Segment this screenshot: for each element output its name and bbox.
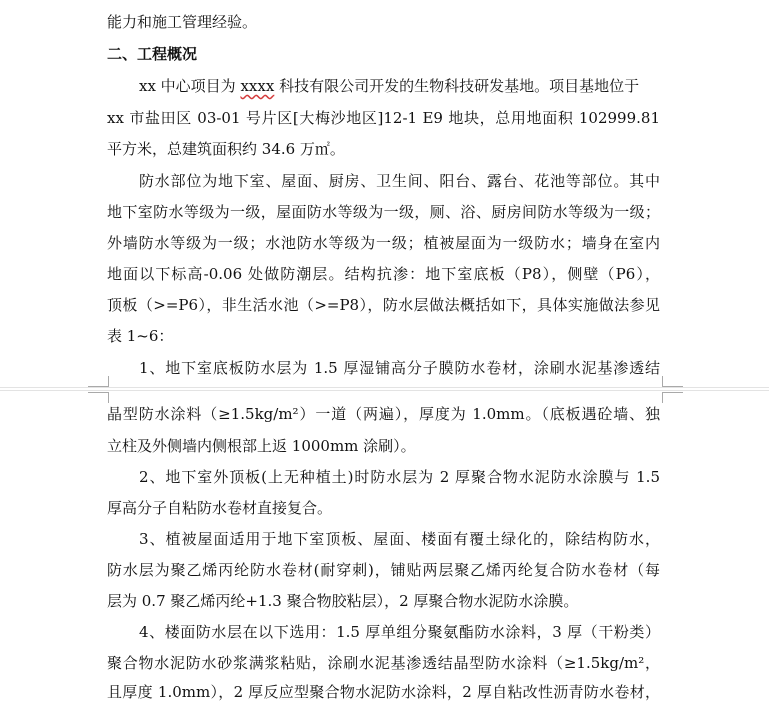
text-line: 外墙防水等级为一级；水池防水等级为一级；植被屋面为一级防水；墙身在室内 xyxy=(107,234,660,252)
text-line: 地面以下标高-0.06 处做防潮层。结构抗渗：地下室底板（P8），侧壁（P6）， xyxy=(107,265,660,283)
margin-corner-mark xyxy=(662,376,683,387)
text-line: 4、楼面防水层在以下选用：1.5 厚单组分聚氨酯防水涂料，3 厚（干粉类） xyxy=(139,623,660,641)
text-line: 立柱及外侧墙内侧根部上返 1000mm 涂刷）。 xyxy=(107,437,416,455)
text-line: 聚合物水泥防水砂浆满浆粘贴，涂刷水泥基渗透结晶型防水涂料（≥1.5kg/m²， xyxy=(107,654,660,672)
text-line-partial: 且厚度 1.0mm），2 厚反应型聚合物水泥防水涂料，2 厚自粘改性沥青防水卷材， xyxy=(107,683,660,701)
text-line: 防水层为聚乙烯丙纶防水卷材(耐穿刺)，铺贴两层聚乙烯丙纶复合防水卷材（每 xyxy=(107,561,660,579)
text-line: xx 市盐田区 03-01 号片区[大梅沙地区]12-1 E9 地块，总用地面积 102999.81 xyxy=(107,109,660,127)
text-line: 3、植被屋面适用于地下室顶板、屋面、楼面有覆土绿化的，除结构防水， xyxy=(139,530,660,548)
text-span: xx 中心项目为 xyxy=(139,77,241,95)
text-line: 能力和施工管理经验。 xyxy=(107,13,258,31)
text-line: 晶型防水涂料（≥1.5kg/m²）一道（两遍），厚度为 1.0mm。（底板遇砼墙、独 xyxy=(107,405,660,423)
text-line: 层为 0.7 聚乙烯丙纶+1.3 聚合物胶粘层），2 厚聚合物水泥防水涂膜。 xyxy=(107,592,579,610)
margin-corner-mark xyxy=(88,392,109,403)
margin-corner-mark xyxy=(662,392,683,403)
text-line: 表 1~6： xyxy=(107,327,174,345)
text-span: 科技有限公司开发的生物科技研发基地。项目基地位于 xyxy=(274,77,640,95)
spellcheck-underlined-word[interactable]: xxxx xyxy=(240,77,275,95)
text-line: 厚高分子自粘防水卷材直接复合。 xyxy=(107,499,333,517)
margin-corner-mark xyxy=(88,376,109,387)
text-line: 2、地下室外顶板(上无种植土)时防水层为 2 厚聚合物水泥防水涂膜与 1.5 xyxy=(139,468,660,486)
text-line xyxy=(139,76,660,96)
text-line: 顶板（>=P6），非生活水池（>=P8），防水层做法概括如下，具体实施做法参见 xyxy=(107,296,660,314)
text-line: 防水部位为地下室、屋面、厨房、卫生间、阳台、露台、花池等部位。其中 xyxy=(139,172,660,190)
text-line: 1、地下室底板防水层为 1.5 厚湿铺高分子膜防水卷材，涂刷水泥基渗透结 xyxy=(139,359,660,377)
text-line: 地下室防水等级为一级，屋面防水等级为一级，厕、浴、厨房间防水等级为一级； xyxy=(107,203,660,221)
page-break xyxy=(0,387,769,391)
section-heading: 二、工程概况 xyxy=(107,45,198,63)
text-line: 平方米，总建筑面积约 34.6 万㎡。 xyxy=(107,140,345,158)
